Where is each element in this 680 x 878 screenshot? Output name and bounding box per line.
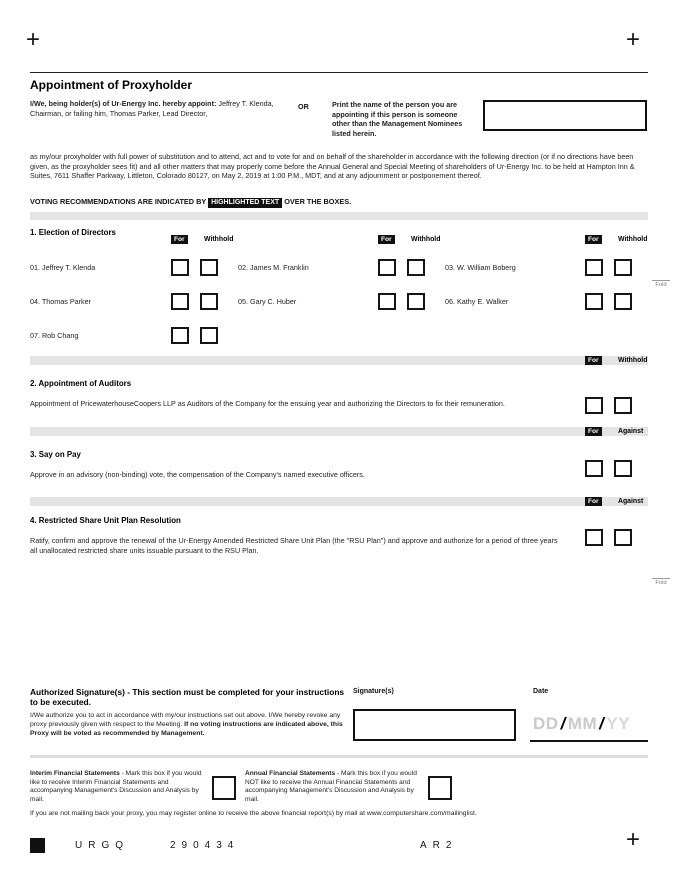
director-name: 07. Rob Chang	[30, 331, 79, 340]
director-name: 01. Jeffrey T. Klenda	[30, 263, 96, 272]
date-underline	[530, 740, 648, 742]
online-registration-note: If you are not mailing back your proxy, you may register online to receive the above financial report(s) by mail at www.computershare.com/mailinglist.	[30, 810, 477, 817]
for-recommendation-chip: For	[585, 356, 602, 365]
interim-statements-text	[30, 770, 212, 804]
checkbox-director-04-withhold[interactable]	[200, 293, 218, 310]
signature-label: Signature(s)	[353, 688, 394, 695]
voting-recommendations-note	[30, 197, 351, 208]
checkbox-interim-statements[interactable]	[212, 776, 236, 800]
for-column-header: For	[378, 235, 395, 244]
voting-note-suffix: OVER THE BOXES.	[282, 197, 352, 206]
withhold-column-header: Withhold	[618, 236, 648, 243]
fold-line	[652, 578, 670, 579]
section-divider-bar	[30, 356, 648, 365]
checkbox-director-02-for[interactable]	[378, 259, 396, 276]
withhold-column-header: Withhold	[204, 236, 234, 243]
crop-mark-bottom-right-icon: +	[626, 826, 641, 853]
director-name: 02. James M. Franklin	[238, 263, 309, 272]
date-separator: /	[599, 714, 605, 733]
checkbox-director-03-withhold[interactable]	[614, 259, 632, 276]
checkbox-auditors-for[interactable]	[585, 397, 603, 414]
fold-line	[652, 280, 670, 281]
fold-mark	[652, 578, 670, 586]
footer-code-ar: AR2	[420, 840, 458, 851]
date-yy-placeholder: YY	[606, 714, 631, 733]
signature-body-regular: I/We authorize you to act in accordance with my/our instructions set out above. I/We hereby revoke any proxy previously given with respect to the Meeting.	[30, 712, 341, 728]
checkbox-director-06-for[interactable]	[585, 293, 603, 310]
checkbox-director-07-withhold[interactable]	[200, 327, 218, 344]
for-column-header: For	[585, 235, 602, 244]
date-field[interactable]	[533, 714, 630, 734]
crop-mark-top-right-icon: +	[626, 26, 641, 53]
print-name-instruction: Print the name of the person you are appointing if this person is someone other than the Management Nominees listed herein.	[332, 100, 463, 138]
section-2-heading: 2. Appointment of Auditors	[30, 379, 132, 388]
signature-section-body	[30, 712, 346, 738]
appoint-statement-bold: I/We, being holder(s) of Ur-Energy Inc. hereby appoint:	[30, 99, 217, 108]
signature-body-bold: If no voting instructions are indicated above, this Proxy will be voted as recommended by Management.	[30, 720, 343, 737]
checkbox-director-05-withhold[interactable]	[407, 293, 425, 310]
director-name: 06. Kathy E. Walker	[445, 297, 509, 306]
director-name: 04. Thomas Parker	[30, 297, 91, 306]
section-4-heading: 4. Restricted Share Unit Plan Resolution	[30, 516, 181, 525]
page-title: Appointment of Proxyholder	[30, 78, 192, 92]
checkbox-rsu-against[interactable]	[614, 529, 632, 546]
section-divider-bar	[30, 497, 648, 506]
appoint-nominee-2: Chairman, or failing him, Thomas Parker, Lead Director,	[30, 108, 208, 118]
interim-statements-body: - Mark this box if you would like to receive Interim Financial Statements and accompanying Management's Discussion and Analysis by mail.	[30, 770, 202, 803]
voting-note-prefix: VOTING RECOMMENDATIONS ARE INDICATED BY	[30, 197, 209, 206]
section-divider-bar	[30, 212, 648, 220]
registration-square-icon	[30, 838, 45, 853]
fold-label: Fold	[655, 282, 667, 288]
withhold-column-header: Withhold	[411, 236, 441, 243]
fold-mark	[652, 280, 670, 288]
footer-code-sequence: 290434	[170, 840, 240, 851]
interim-statements-title: Interim Financial Statements	[30, 770, 120, 777]
footer-divider-bar	[30, 755, 648, 758]
footer-code-urgq: URGQ	[75, 840, 129, 851]
section-3-heading: 3. Say on Pay	[30, 450, 81, 459]
director-name: 05. Gary C. Huber	[238, 297, 297, 306]
section-1-heading: 1. Election of Directors	[30, 228, 116, 237]
checkbox-director-01-withhold[interactable]	[200, 259, 218, 276]
checkbox-auditors-withhold[interactable]	[614, 397, 632, 414]
signature-section-heading: Authorized Signature(s) - This section must be completed for your instructions to be executed.	[30, 687, 345, 708]
date-dd-placeholder: DD	[533, 714, 559, 733]
checkbox-director-07-for[interactable]	[171, 327, 189, 344]
print-name-input[interactable]	[483, 100, 647, 131]
signature-input[interactable]	[353, 709, 516, 741]
checkbox-annual-statements[interactable]	[428, 776, 452, 800]
checkbox-rsu-for[interactable]	[585, 529, 603, 546]
or-label: OR	[298, 102, 309, 111]
checkbox-director-05-for[interactable]	[378, 293, 396, 310]
appoint-nominee-1: Jeffrey T. Klenda,	[216, 99, 274, 108]
checkbox-director-04-for[interactable]	[171, 293, 189, 310]
header-divider	[30, 72, 648, 73]
checkbox-sayonpay-against[interactable]	[614, 460, 632, 477]
checkbox-director-02-withhold[interactable]	[407, 259, 425, 276]
annual-statements-body: - Mark this box if you would NOT like to receive the Annual Financial Statements and accompanying Management's Discussion and Analysis by mail.	[245, 770, 417, 803]
director-name: 03. W. William Boberg	[445, 263, 516, 272]
checkbox-sayonpay-for[interactable]	[585, 460, 603, 477]
annual-statements-text	[245, 770, 425, 804]
for-recommendation-chip: For	[585, 497, 602, 506]
for-recommendation-chip: For	[585, 427, 602, 436]
date-label: Date	[533, 688, 549, 695]
against-label: Against	[618, 498, 644, 505]
section-2-body: Appointment of PricewaterhouseCoopers LLP as Auditors of the Company for the ensuing year and authorizing the Directors to fix their remuneration.	[30, 399, 505, 408]
annual-statements-title: Annual Financial Statements	[245, 770, 336, 777]
section-3-body: Approve in an advisory (non-binding) vote, the compensation of the Company's named executive officers.	[30, 470, 365, 479]
checkbox-director-01-for[interactable]	[171, 259, 189, 276]
crop-mark-top-left-icon: +	[26, 26, 41, 53]
date-mm-placeholder: MM	[567, 714, 598, 733]
against-label: Against	[618, 428, 644, 435]
withhold-label: Withhold	[618, 357, 648, 364]
section-divider-bar	[30, 427, 648, 436]
proxy-authorization-paragraph: as my/our proxyholder with full power of substitution and to attend, act and to vote for and on behalf of the shareholder in accordance with the following direction (or if no directions have been given, as the proxyholder sees fit) and all other matters that may properly come before the Annual General and Special Meeting of shareholders of Ur-Energy Inc. to be held at Hampton Inn & Suites, 7611 Shaffer Parkway, Littleton, Colorado 80127, on May 2, 2019 at 1:00 P.M., MDT, and at any adjournment or postponement thereof.	[30, 152, 635, 180]
section-4-body: Ratify, confirm and approve the renewal of the Ur-Energy Amended Restricted Share Unit Plan (the "RSU Plan") and approve and authorize for a period of three years all unallocated restricted share units issuable pursuant to the RSU Plan.	[30, 536, 558, 555]
fold-label: Fold	[655, 580, 667, 586]
highlighted-text-sample: HIGHLIGHTED TEXT	[208, 198, 282, 208]
appoint-statement	[30, 99, 310, 118]
for-column-header: For	[171, 235, 188, 244]
checkbox-director-03-for[interactable]	[585, 259, 603, 276]
checkbox-director-06-withhold[interactable]	[614, 293, 632, 310]
date-separator: /	[560, 714, 566, 733]
